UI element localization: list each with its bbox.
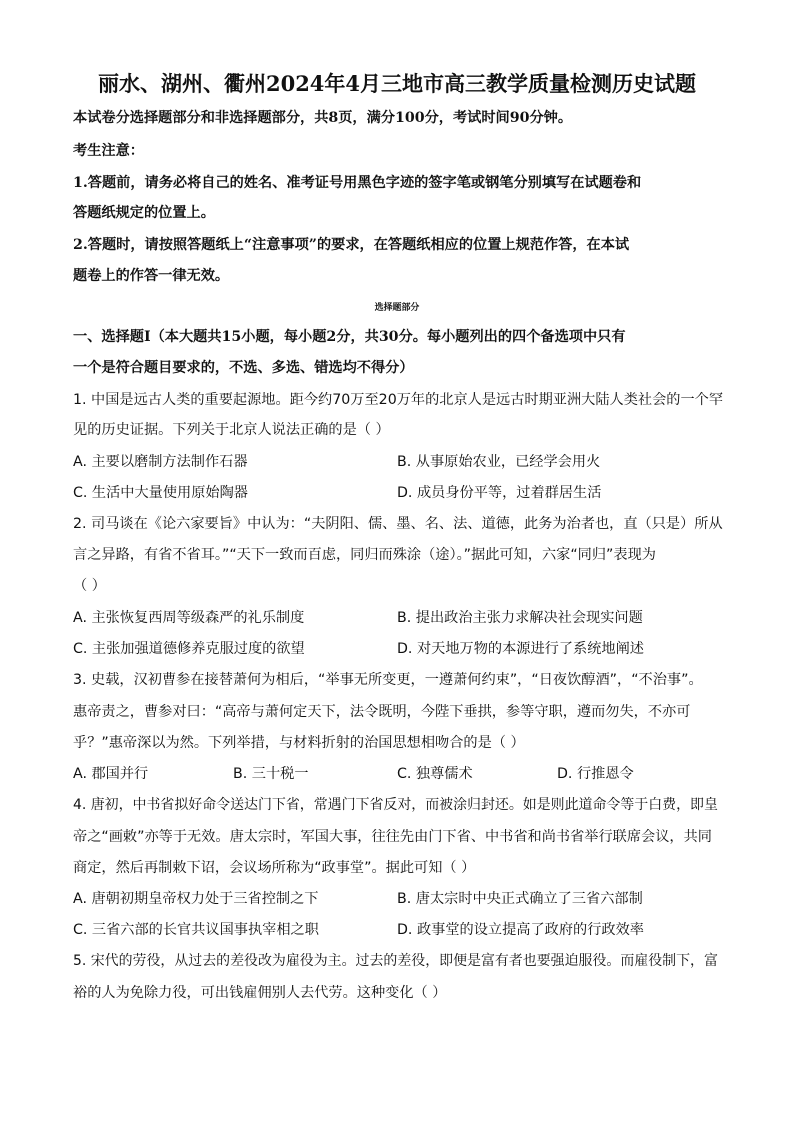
question-3-stem-line-1: 3. 史载，汉初曹参在接替萧何为相后，“举事无所变更，一遵萧何约束”，“日夜饮醇酒”，“不治事”。 <box>73 672 703 688</box>
question-1-option-d: D. 成员身份平等，过着群居生活 <box>397 485 602 501</box>
question-1-option-a: A. 主要以磨制方法制作石器 <box>73 454 248 470</box>
question-5-stem-line-1: 5. 宋代的劳役，从过去的差役改为雇役为主。过去的差役，即便是富有者也要强迫服役。而雇役制下，富 <box>73 953 718 969</box>
question-2-option-d: D. 对天地万物的本源进行了系统地阐述 <box>397 641 644 657</box>
question-3-option-a: A. 郡国并行 <box>73 766 149 782</box>
question-2-stem-line-2: 言之异路，有省不省耳。”“天下一致而百虑，同归而殊涂（途）。”据此可知，六家“同归”表现为 <box>73 547 656 563</box>
notice-1-line-2: 答题纸规定的位置上。 <box>73 205 215 221</box>
question-1-option-b: B. 从事原始农业，已经学会用火 <box>397 454 601 470</box>
part-instructions-line-2: 一个是符合题目要求的，不选、多选、错选均不得分） <box>73 360 414 376</box>
page-title: 丽水、湖州、衢州2024年4月三地市高三教学质量检测历史试题 <box>97 71 697 96</box>
exam-info-line: 本试卷分选择题部分和非选择题部分，共8页，满分100分，考试时间90分钟。 <box>73 110 573 126</box>
question-3-option-d: D. 行推恩令 <box>557 766 634 782</box>
question-4-option-b: B. 唐太宗时中央正式确立了三省六部制 <box>397 891 643 907</box>
question-5-stem-line-2: 裕的人为免除力役，可出钱雇佣别人去代劳。这种变化（ ） <box>73 985 447 1001</box>
question-2-stem-line-3: （ ） <box>73 578 106 594</box>
question-2-option-b: B. 提出政治主张力求解决社会现实问题 <box>397 610 643 626</box>
question-4-option-c: C. 三省六部的长官共议国事执宰相之职 <box>73 922 319 938</box>
question-4-stem-line-1: 4. 唐初，中书省拟好命令送达门下省，常遇门下省反对，而被涂归封还。如是则此道命令等于白费，即皇 <box>73 797 718 813</box>
notice-1-line-1: 1.答题前，请务必将自己的姓名、准考证号用黑色字迹的签字笔或钢笔分别填写在试题卷和 <box>73 175 642 191</box>
question-4-stem-line-2: 帝之“画敕”亦等于无效。唐太宗时，军国大事，往往先由门下省、中书省和尚书省举行联席会议，共同 <box>73 829 712 845</box>
section-title: 选择题部分 <box>374 303 420 313</box>
question-4-option-d: D. 政事堂的设立提高了政府的行政效率 <box>397 922 644 938</box>
question-3-option-b: B. 三十税一 <box>233 766 309 782</box>
notice-label: 考生注意： <box>73 143 144 159</box>
question-4-option-a: A. 唐朝初期皇帝权力处于三省控制之下 <box>73 891 319 907</box>
question-1-option-c: C. 生活中大量使用原始陶器 <box>73 485 248 501</box>
question-2-option-c: C. 主张加强道德修养克服过度的欲望 <box>73 641 305 657</box>
notice-2-line-2: 题卷上的作答一律无效。 <box>73 268 230 284</box>
question-4-stem-line-3: 商定，然后再制敕下诏，会议场所称为“政事堂”。据此可知（ ） <box>73 860 476 876</box>
question-2-stem-line-1: 2. 司马谈在《论六家要旨》中认为：“夫阴阳、儒、墨、名、法、道德，此务为治者也，直（只是）所从 <box>73 516 723 532</box>
question-3-stem-line-3: 乎？”惠帝深以为然。下列举措，与材料折射的治国思想相吻合的是（ ） <box>73 735 525 751</box>
question-3-stem-line-2: 惠帝责之，曹参对曰：“高帝与萧何定天下，法令既明，今陛下垂拱，参等守职，遵而勿失，不亦可 <box>73 704 691 720</box>
question-2-option-a: A. 主张恢复西周等级森严的礼乐制度 <box>73 610 305 626</box>
question-1-stem-line-2: 见的历史证据。下列关于北京人说法正确的是（ ） <box>73 422 390 438</box>
question-3-option-c: C. 独尊儒术 <box>397 766 473 782</box>
notice-2-line-1: 2.答题时，请按照答题纸上“注意事项”的要求，在答题纸相应的位置上规范作答，在本试 <box>73 237 630 253</box>
part-instructions-line-1: 一、选择题Ⅰ（本大题共15小题，每小题2分，共30分。每小题列出的四个备选项中只有 <box>73 329 626 345</box>
question-1-stem-line-1: 1. 中国是远古人类的重要起源地。距今约70万至20万年的北京人是远古时期亚洲大陆人类社会的一个罕 <box>73 392 724 408</box>
